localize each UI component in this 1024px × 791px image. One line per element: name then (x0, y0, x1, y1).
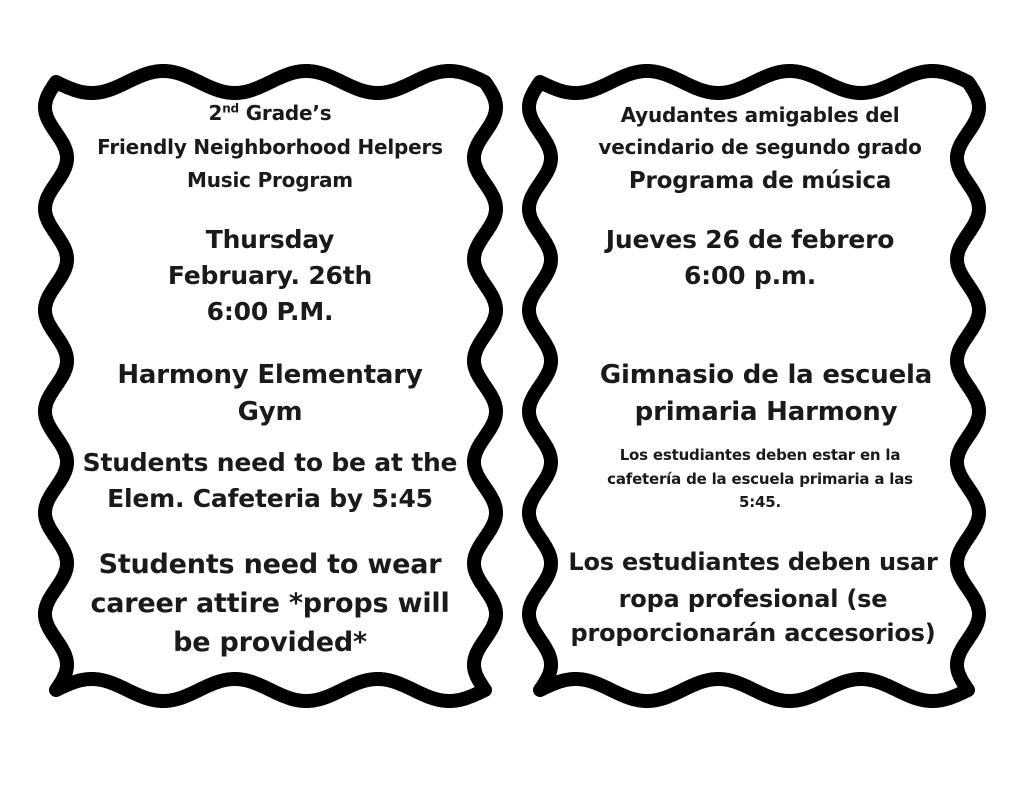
english-date-time: 6:00 P.M. (206, 297, 334, 326)
english-location-line1: Harmony Elementary (117, 360, 423, 390)
english-title-line1: 2nd Grade’s (208, 101, 332, 125)
spanish-date-day: Jueves 26 de febrero (605, 225, 895, 254)
spanish-title-line1: Ayudantes amigables del (620, 103, 900, 127)
spanish-attire-line3: proporcionarán accesorios) (570, 619, 936, 647)
english-attire-line3: be provided* (173, 627, 367, 658)
english-arrival-line2: Elem. Cafeteria by 5:45 (107, 484, 433, 513)
english-title-line3: Music Program (187, 168, 353, 192)
spanish-arrival-line1: Los estudiantes deben estar en la (619, 446, 901, 464)
english-attire-line2: career attire *props will (90, 588, 450, 619)
english-arrival-line1: Students need to be at the (82, 448, 458, 477)
english-attire-line1: Students need to wear (98, 549, 442, 580)
english-date-month: February. 26th (167, 261, 373, 290)
english-date-day: Thursday (205, 225, 335, 254)
spanish-location-line1: Gimnasio de la escuela (599, 360, 933, 390)
english-location-line2: Gym (237, 397, 303, 427)
spanish-title-line2: vecindario de segundo grado (598, 135, 922, 159)
spanish-date-time: 6:00 p.m. (683, 261, 817, 290)
spanish-arrival-line3: 5:45. (738, 493, 781, 511)
spanish-title-line3: Programa de música (628, 168, 892, 194)
spanish-location-line2: primaria Harmony (634, 397, 898, 427)
spanish-arrival-line2: cafetería de la escuela primaria a las (607, 470, 913, 488)
spanish-attire-line2: ropa profesional (se (618, 585, 888, 613)
english-title-line2: Friendly Neighborhood Helpers (97, 135, 443, 159)
spanish-attire-line1: Los estudiantes deben usar (568, 548, 938, 576)
